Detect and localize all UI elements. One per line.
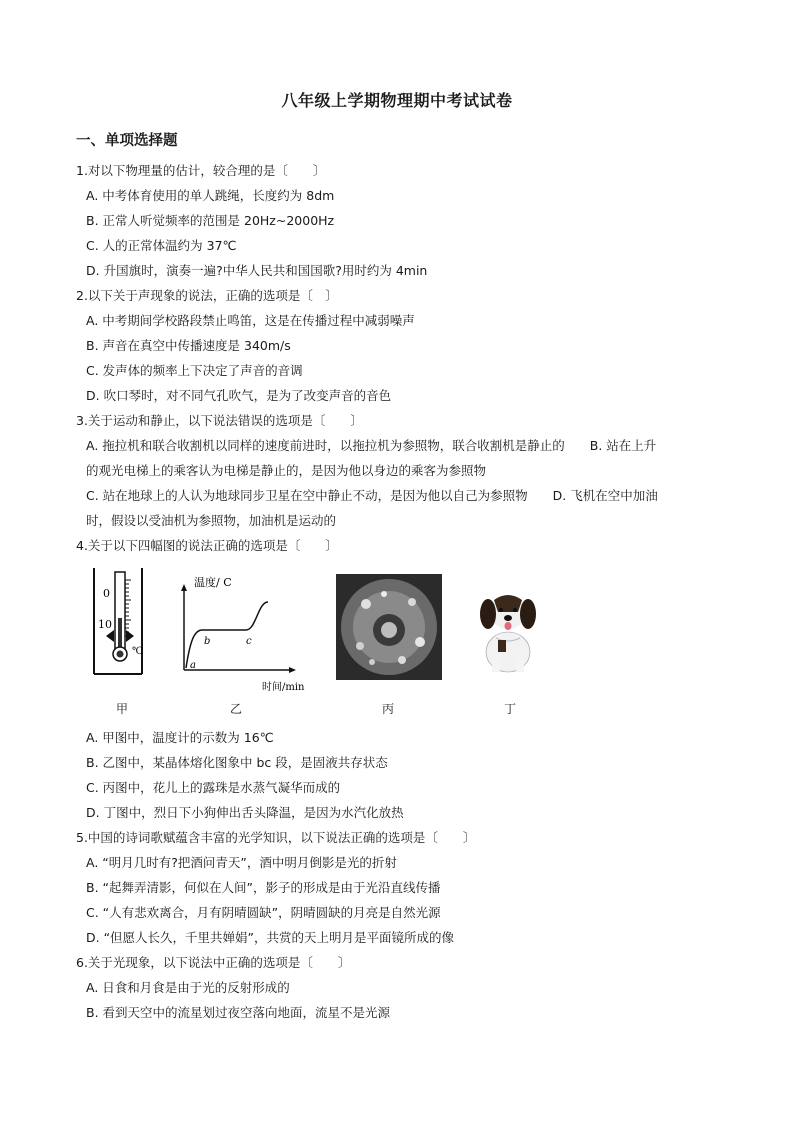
- figure-label-ding: 丁: [504, 702, 517, 716]
- question-stem-1: 1.对以下物理量的估计，较合理的是〔 〕: [76, 163, 326, 178]
- option-2d: D. 吹口琴时，对不同气孔吹气，是为了改变声音的音色: [86, 388, 392, 403]
- figure-row: [80, 566, 720, 716]
- graph-ylabel: 温度/ C: [194, 576, 232, 589]
- melting-curve-figure: [176, 572, 326, 697]
- option-1a: A. 中考体育使用的单人跳绳，长度约为 8dm: [86, 188, 335, 203]
- thermo-unit: ℃: [132, 646, 144, 657]
- option-2c: C. 发声体的频率上下决定了声音的音调: [86, 363, 303, 378]
- dewdrop-flower-photo: [336, 574, 442, 680]
- question-stem-6: 6.关于光现象，以下说法中正确的选项是〔 〕: [76, 955, 351, 970]
- option-5b: B. “起舞弄清影，何似在人间”，影子的形成是由于光沿直线传播: [86, 880, 441, 895]
- option-4d: D. 丁图中，烈日下小狗伸出舌头降温，是因为水汽化放热: [86, 805, 404, 820]
- option-2b: B. 声音在真空中传播速度是 340m/s: [86, 338, 291, 353]
- thermometer-figure: [88, 566, 158, 676]
- option-4a: A. 甲图中，温度计的示数为 16℃: [86, 730, 274, 745]
- thermo-tick-0: 0: [103, 587, 110, 600]
- question-stem-2: 2.以下关于声现象的说法，正确的选项是〔 〕: [76, 288, 338, 303]
- option-5a: A. “明月几时有?把酒问青天”，酒中明月倒影是光的折射: [86, 855, 397, 870]
- puppy-photo: [468, 580, 548, 680]
- question-stem-3: 3.关于运动和静止，以下说法错误的选项是〔 〕: [76, 413, 363, 428]
- question-stem-4: 4.关于以下四幅图的说法正确的选项是〔 〕: [76, 538, 338, 553]
- option-5c: C. “人有悲欢离合，月有阴晴圆缺”，阴晴圆缺的月亮是自然光源: [86, 905, 441, 920]
- option-4b: B. 乙图中，某晶体熔化图象中 bc 段，是固液共存状态: [86, 755, 388, 770]
- thermo-tick-10: 10: [98, 618, 112, 631]
- option-3-line-2: 的观光电梯上的乘客认为电梯是静止的，是因为他以身边的乘客为参照物: [86, 463, 487, 478]
- page-title: 八年级上学期物理期中考试试卷: [281, 91, 513, 110]
- figure-label-jia: 甲: [116, 702, 129, 716]
- section-heading: 一、单项选择题: [76, 133, 178, 149]
- option-3-line-1: A. 拖拉机和联合收割机以同样的速度前进时，以拖拉机为参照物，联合收割机是静止的 B. 站在上升: [86, 438, 657, 453]
- option-6a: A. 日食和月食是由于光的反射形成的: [86, 980, 290, 995]
- option-1d: D. 升国旗时，演奏一遍?中华人民共和国国歌?用时约为 4min: [86, 263, 428, 278]
- option-1c: C. 人的正常体温约为 37℃: [86, 238, 237, 253]
- option-2a: A. 中考期间学校路段禁止鸣笛，这是在传播过程中减弱噪声: [86, 313, 415, 328]
- option-3-line-3: C. 站在地球上的人认为地球同步卫星在空中静止不动，是因为他以自己为参照物 D. 飞机在空中加油: [86, 488, 658, 503]
- option-3-line-4: 时，假设以受油机为参照物，加油机是运动的: [86, 513, 337, 528]
- option-4c: C. 丙图中，花儿上的露珠是水蒸气凝华而成的: [86, 780, 341, 795]
- graph-xlabel: 时间/min: [262, 682, 305, 693]
- figure-label-yi: 乙: [230, 702, 243, 716]
- graph-point-b: b: [204, 636, 211, 647]
- option-6b: B. 看到天空中的流星划过夜空落向地面，流星不是光源: [86, 1005, 391, 1020]
- question-stem-5: 5.中国的诗词歌赋蕴含丰富的光学知识，以下说法正确的选项是〔 〕: [76, 830, 476, 845]
- figure-label-bing: 丙: [382, 702, 395, 716]
- graph-point-c: c: [246, 636, 252, 647]
- option-1b: B. 正常人听觉频率的范围是 20Hz~2000Hz: [86, 213, 335, 228]
- graph-point-a: a: [190, 660, 196, 671]
- option-5d: D. “但愿人长久，千里共婵娟”，共赏的天上明月是平面镜所成的像: [86, 930, 455, 945]
